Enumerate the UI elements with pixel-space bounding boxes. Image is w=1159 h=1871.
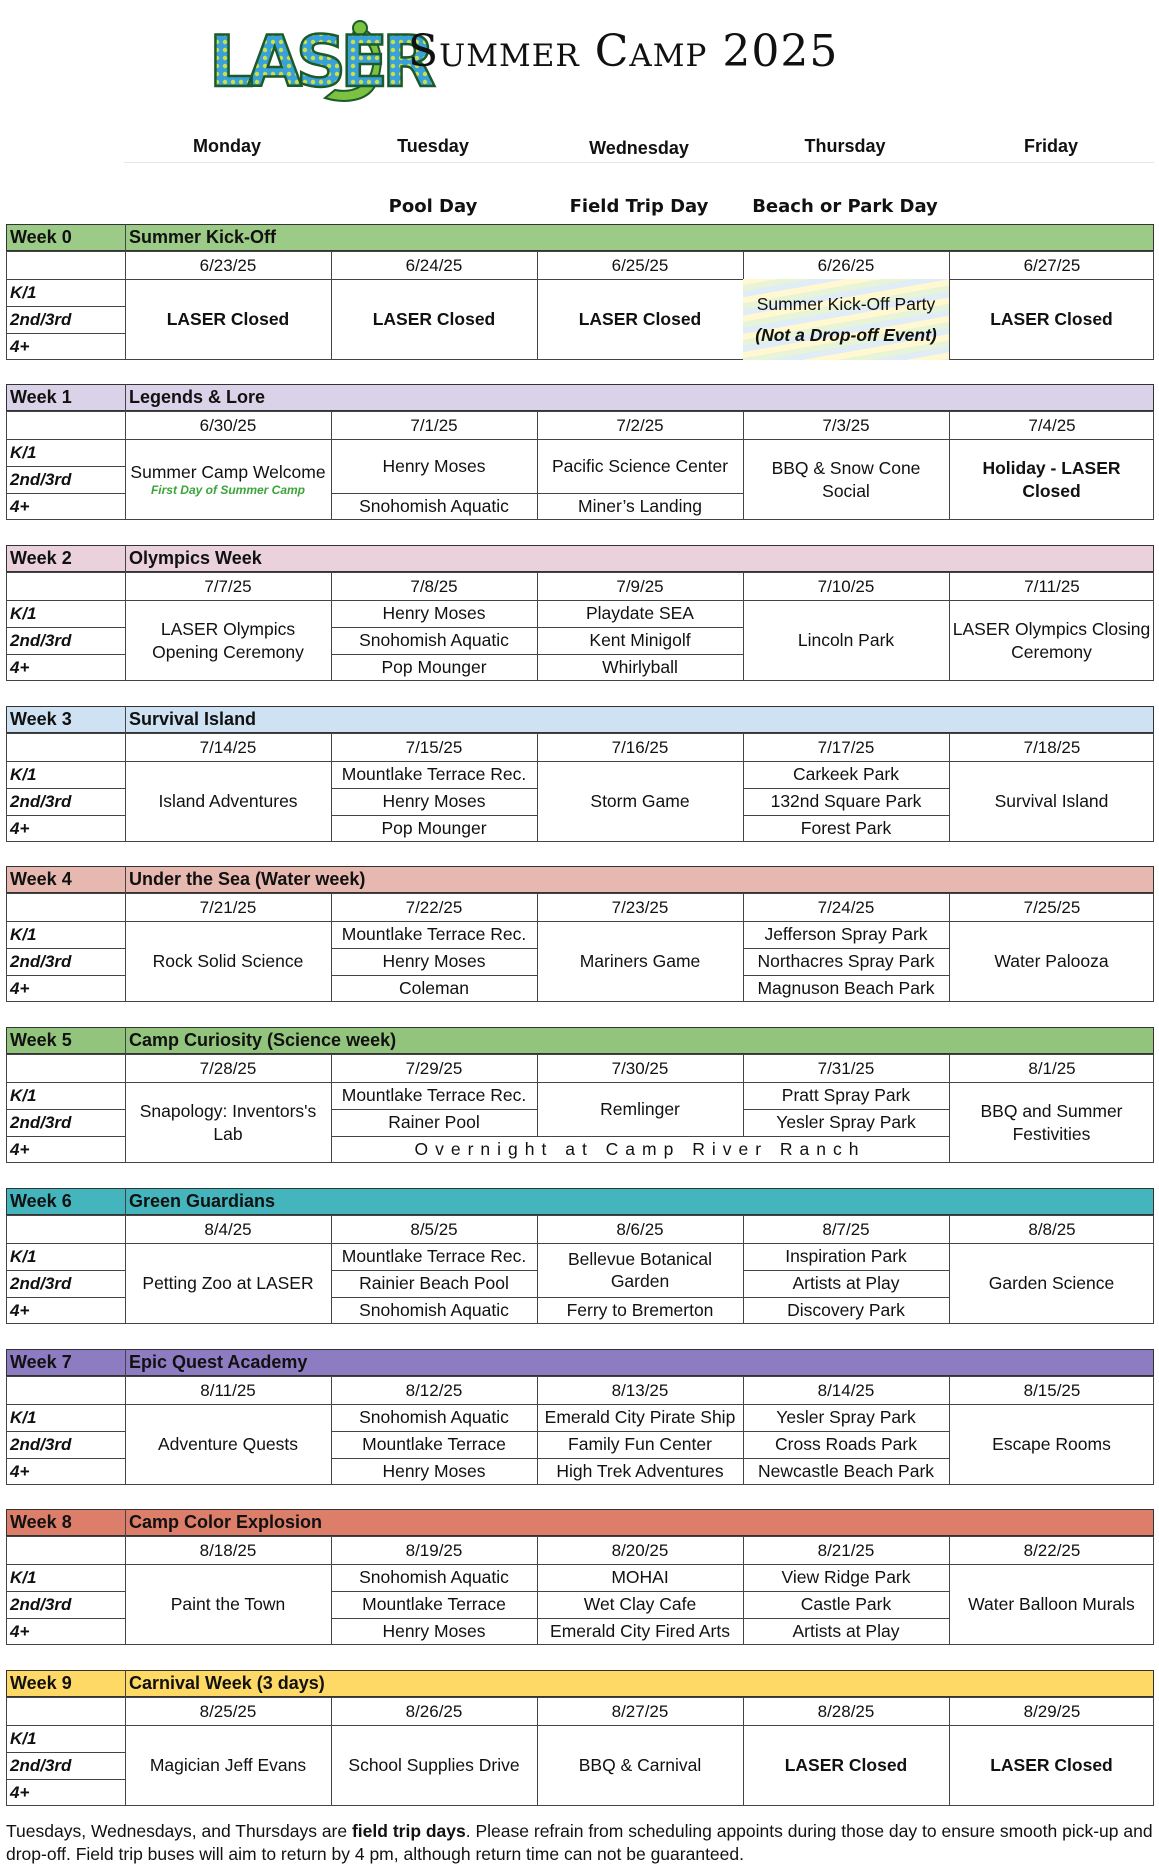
activity-cell: Snohomish Aquatic	[359, 1567, 509, 1588]
activity-cell: Pratt Spray Park	[781, 1085, 911, 1106]
activity-row-divider	[331, 1431, 537, 1432]
activity-cell	[949, 439, 1154, 520]
grade-label: 4+	[10, 979, 30, 998]
activity-cell	[743, 600, 949, 681]
grade-row-divider	[6, 1109, 125, 1110]
grade-label: K/1	[10, 1408, 37, 1427]
date-cell: 7/18/25	[1023, 738, 1081, 757]
activity-cell	[949, 600, 1154, 681]
activity-cell	[331, 279, 537, 360]
week-label: Week 1	[10, 387, 72, 407]
week-label: Week 5	[10, 1030, 72, 1050]
activity-cell: Henry Moses	[382, 1621, 486, 1642]
grade-label: 2nd/3rd	[10, 792, 72, 811]
activity-cell	[537, 279, 743, 360]
activity-row-divider	[537, 1431, 743, 1432]
grade-label: 4+	[10, 1301, 30, 1320]
grade-row-divider	[6, 1297, 125, 1298]
activity-text: BBQ and Summer Festivities	[980, 1101, 1123, 1144]
date-cell: 8/15/25	[1023, 1381, 1081, 1400]
activity-cell: Pacific Science Center	[551, 455, 729, 476]
activity-cell	[125, 279, 331, 360]
activity-cell	[125, 1725, 331, 1806]
grade-row-divider	[6, 627, 125, 628]
activity-row-divider	[331, 1591, 537, 1592]
activity-cell: Mountlake Terrace	[362, 1594, 506, 1615]
activity-row-divider	[537, 1297, 743, 1298]
week-label: Week 3	[10, 709, 72, 729]
date-cell: 7/17/25	[817, 738, 875, 757]
date-cell: 8/14/25	[817, 1381, 875, 1400]
activity-text: BBQ & Carnival	[578, 1755, 702, 1776]
activity-row-divider	[743, 1591, 949, 1592]
date-cell: 6/27/25	[1023, 256, 1081, 275]
page-title: Summer Camp 2025	[408, 26, 839, 77]
activity-cell: Rainer Pool	[388, 1112, 480, 1133]
activity-note: (Not a Drop-off Event)	[755, 324, 937, 345]
activity-cell: Pop Mounger	[381, 657, 487, 678]
activity-cell	[537, 1725, 743, 1806]
week-label: Week 8	[10, 1512, 72, 1532]
activity-cell: View Ridge Park	[781, 1567, 911, 1588]
activity-text: Storm Game	[590, 791, 690, 812]
grade-row-divider	[6, 788, 125, 789]
activity-row-divider	[743, 1270, 949, 1271]
activity-row-divider	[537, 1458, 743, 1459]
activity-row-divider	[743, 1458, 949, 1459]
date-cell: 7/31/25	[817, 1059, 875, 1078]
date-cell: 7/29/25	[405, 1059, 463, 1078]
activity-text: LASER Closed	[784, 1755, 908, 1776]
activity-cell	[537, 1082, 743, 1136]
activity-cell: Mountlake Terrace Rec.	[341, 924, 527, 945]
day-header-tuesday: Tuesday	[397, 136, 469, 156]
grade-label: K/1	[10, 443, 37, 462]
activity-row-divider	[537, 654, 743, 655]
activity-row-divider	[537, 1591, 743, 1592]
activity-cell: Snohomish Aquatic	[359, 1300, 509, 1321]
date-cell: 8/21/25	[817, 1541, 875, 1560]
activity-row-divider	[331, 788, 537, 789]
activity-cell: Bellevue Botanical Garden	[568, 1248, 712, 1291]
activity-cell	[125, 439, 331, 520]
grade-label: 2nd/3rd	[10, 1113, 72, 1132]
activity-row-divider	[331, 1458, 537, 1459]
week-theme-name: Carnival Week (3 days)	[129, 1673, 325, 1693]
grade-row-divider	[6, 1591, 125, 1592]
grade-row-divider	[6, 1431, 125, 1432]
activity-cell: 132nd Square Park	[770, 791, 922, 812]
activity-row-divider	[331, 1618, 537, 1619]
date-cell: 7/10/25	[817, 577, 875, 596]
activity-text: Paint the Town	[170, 1594, 286, 1615]
activity-cell: Wet Clay Cafe	[583, 1594, 697, 1615]
activity-cell	[125, 761, 331, 842]
activity-cell: Henry Moses	[382, 603, 486, 624]
activity-text: Summer Camp Welcome	[130, 461, 326, 482]
grade-label: 2nd/3rd	[10, 310, 72, 329]
date-cell: 8/13/25	[611, 1381, 669, 1400]
activity-cell	[125, 1564, 331, 1645]
activity-row-divider	[743, 1431, 949, 1432]
theme-thursday: Beach or Park Day	[752, 196, 938, 217]
week-label: Week 7	[10, 1352, 72, 1372]
activity-row-divider	[331, 654, 537, 655]
week-label: Week 0	[10, 227, 72, 247]
grade-label: 4+	[10, 337, 30, 356]
date-cell: 8/26/25	[405, 1702, 463, 1721]
activity-cell: Yesler Spray Park	[776, 1112, 916, 1133]
activity-text: Garden Science	[988, 1273, 1115, 1294]
grade-label: 4+	[10, 819, 30, 838]
activity-row-divider	[743, 788, 949, 789]
date-cell: 7/21/25	[199, 898, 257, 917]
activity-cell: Magnuson Beach Park	[757, 978, 935, 999]
activity-cell: Artists at Play	[792, 1621, 900, 1642]
week-theme-name: Legends & Lore	[129, 387, 266, 407]
date-cell: 8/29/25	[1023, 1702, 1081, 1721]
date-cell: 7/28/25	[199, 1059, 257, 1078]
grade-label: 4+	[10, 658, 30, 677]
date-cell: 8/4/25	[204, 1220, 252, 1239]
activity-text: Adventure Quests	[157, 1434, 299, 1455]
week-theme-name: Epic Quest Academy	[129, 1352, 308, 1372]
grade-label: K/1	[10, 1568, 37, 1587]
date-cell: 7/30/25	[611, 1059, 669, 1078]
activity-cell: Kent Minigolf	[589, 630, 691, 651]
day-header-thursday: Thursday	[804, 136, 886, 156]
activity-row-divider	[331, 1109, 537, 1110]
activity-cell: Mountlake Terrace Rec.	[341, 764, 527, 785]
activity-cell: Ferry to Bremerton	[566, 1300, 714, 1321]
activity-cell: Castle Park	[800, 1594, 892, 1615]
activity-cell	[125, 1243, 331, 1324]
grade-row-divider	[6, 975, 125, 976]
activity-cell: Northacres Spray Park	[757, 951, 935, 972]
grade-label: K/1	[10, 925, 37, 944]
date-cell: 7/24/25	[817, 898, 875, 917]
activity-cell: MOHAI	[611, 1567, 669, 1588]
activity-row-divider	[331, 493, 537, 494]
activity-cell: Henry Moses	[382, 1461, 486, 1482]
laser-logo	[205, 6, 430, 106]
activity-text: Magician Jeff Evans	[149, 1755, 307, 1776]
grade-label: K/1	[10, 283, 37, 302]
date-cell: 8/5/25	[410, 1220, 458, 1239]
activity-row-divider	[537, 493, 743, 494]
activity-cell	[537, 921, 743, 1002]
date-cell: 6/26/25	[817, 256, 875, 275]
week-block	[6, 224, 1154, 360]
activity-text: LASER Closed	[990, 1755, 1113, 1776]
date-cell: 8/6/25	[616, 1220, 664, 1239]
date-cell: 7/11/25	[1024, 577, 1080, 596]
activity-text: Survival Island	[994, 791, 1109, 812]
week-theme-name: Green Guardians	[129, 1191, 276, 1211]
grade-row-divider	[6, 1136, 125, 1137]
date-cell: 7/3/25	[822, 416, 870, 435]
activity-cell	[743, 439, 949, 520]
date-cell: 8/22/25	[1023, 1541, 1081, 1560]
date-cell: 8/7/25	[822, 1220, 870, 1239]
activity-cell	[331, 1725, 537, 1806]
date-cell: 7/16/25	[611, 738, 669, 757]
grade-label: 4+	[10, 1783, 30, 1802]
activity-text: School Supplies Drive	[348, 1755, 520, 1776]
grade-row-divider	[6, 948, 125, 949]
activity-cell	[125, 1404, 331, 1485]
week-block	[6, 706, 1154, 842]
activity-row-divider	[743, 815, 949, 816]
date-cell: 6/23/25	[199, 256, 257, 275]
week-block	[6, 545, 1154, 681]
activity-row-divider	[537, 1618, 743, 1619]
activity-text: LASER Closed	[578, 309, 702, 330]
activity-cell	[743, 1725, 949, 1806]
activity-cell	[125, 1082, 331, 1163]
activity-cell: Playdate SEA	[586, 603, 694, 624]
grade-row-divider	[6, 1270, 125, 1271]
grade-label: 2nd/3rd	[10, 1435, 72, 1454]
grade-row-divider	[6, 466, 125, 467]
grade-label: 2nd/3rd	[10, 1595, 72, 1614]
activity-cell: Henry Moses	[382, 951, 486, 972]
grade-label: K/1	[10, 1086, 37, 1105]
activity-text: Remlinger	[600, 1098, 680, 1119]
week-block	[6, 1188, 1154, 1324]
date-cell: 7/14/25	[199, 738, 257, 757]
activity-row-divider	[743, 1109, 949, 1110]
activity-note: First Day of Summer Camp	[150, 483, 306, 498]
date-cell: 8/1/25	[1028, 1059, 1076, 1078]
activity-cell: Whirlyball	[602, 657, 678, 678]
activity-cell: Yesler Spray Park	[776, 1407, 916, 1428]
grade-row-divider	[6, 1618, 125, 1619]
date-cell: 8/11/25	[200, 1381, 256, 1400]
activity-row-divider	[331, 975, 537, 976]
day-header-monday: Monday	[192, 136, 261, 156]
activity-cell: Discovery Park	[787, 1300, 905, 1321]
activity-text: Petting Zoo at LASER	[142, 1273, 314, 1294]
header-divider	[124, 162, 1154, 163]
activity-row-divider	[743, 975, 949, 976]
date-cell: 7/8/25	[410, 577, 458, 596]
week-theme-name: Olympics Week	[129, 548, 262, 568]
activity-cell: Coleman	[398, 978, 470, 999]
date-cell: 7/22/25	[405, 898, 463, 917]
grade-row-divider	[6, 1458, 125, 1459]
activity-cell: Inspiration Park	[785, 1246, 907, 1267]
day-header-wednesday: Wednesday	[589, 138, 689, 158]
grade-label: K/1	[10, 604, 37, 623]
grade-row-divider	[6, 493, 125, 494]
grade-label: 2nd/3rd	[10, 1756, 72, 1775]
activity-text: Rock Solid Science	[152, 951, 304, 972]
date-cell: 8/8/25	[1028, 1220, 1076, 1239]
activity-text: Holiday - LASER Closed	[982, 458, 1121, 501]
activity-text: LASER Olympics Opening Ceremony	[152, 619, 304, 662]
grade-row-divider	[6, 306, 125, 307]
theme-wednesday: Field Trip Day	[569, 196, 709, 217]
activity-text: Lincoln Park	[797, 630, 895, 651]
activity-row-divider	[331, 948, 537, 949]
grade-label: 4+	[10, 1140, 30, 1159]
activity-cell: Mountlake Terrace Rec.	[341, 1246, 527, 1267]
week-block	[6, 866, 1154, 1002]
grade-label: K/1	[10, 765, 37, 784]
activity-row-divider	[743, 948, 949, 949]
grade-row-divider	[6, 815, 125, 816]
activity-text: Water Balloon Murals	[968, 1594, 1135, 1615]
week-label: Week 6	[10, 1191, 72, 1211]
date-cell: 8/19/25	[405, 1541, 463, 1560]
date-cell: 8/27/25	[611, 1702, 669, 1721]
date-cell: 7/4/25	[1028, 416, 1076, 435]
grade-row-divider	[6, 333, 125, 334]
grade-row-divider	[6, 1779, 125, 1780]
date-cell: 6/24/25	[405, 256, 463, 275]
activity-cell: Snohomish Aquatic	[359, 630, 509, 651]
activity-cell: Jefferson Spray Park	[764, 924, 928, 945]
week-block	[6, 1509, 1154, 1645]
activity-cell	[125, 921, 331, 1002]
activity-cell	[949, 1564, 1154, 1645]
date-cell: 8/28/25	[817, 1702, 875, 1721]
week-block	[6, 1027, 1154, 1163]
week-theme-name: Under the Sea (Water week)	[129, 869, 366, 889]
activity-cell: Rainier Beach Pool	[359, 1273, 509, 1294]
theme-tuesday: Pool Day	[388, 196, 478, 217]
activity-text: Escape Rooms	[992, 1434, 1111, 1455]
activity-text: LASER Olympics Closing Ceremony	[952, 619, 1151, 662]
activity-row-divider	[331, 815, 537, 816]
activity-row-divider	[537, 627, 743, 628]
activity-cell	[949, 1082, 1154, 1163]
grade-label: 2nd/3rd	[10, 1274, 72, 1293]
activity-cell	[949, 761, 1154, 842]
date-cell: 7/7/25	[204, 577, 252, 596]
date-cell: 7/15/25	[405, 738, 463, 757]
activity-cell: Emerald City Pirate Ship	[544, 1407, 736, 1428]
date-cell: 8/25/25	[199, 1702, 257, 1721]
activity-text: Island Adventures	[158, 791, 298, 812]
day-header-friday: Friday	[1023, 136, 1079, 156]
activity-cell	[949, 279, 1154, 360]
activity-cell: Henry Moses	[382, 455, 486, 476]
activity-cell	[743, 279, 949, 360]
activity-cell: Forest Park	[800, 818, 892, 839]
date-cell: 7/1/25	[410, 416, 458, 435]
date-cell: 7/23/25	[611, 898, 669, 917]
activity-row-divider	[331, 1270, 537, 1271]
week-label: Week 9	[10, 1673, 72, 1693]
week-block	[6, 384, 1154, 520]
week-theme-name: Survival Island	[129, 709, 257, 729]
activity-row-divider	[331, 1297, 537, 1298]
date-cell: 6/30/25	[199, 416, 257, 435]
activity-cell: Family Fun Center	[568, 1434, 712, 1455]
activity-text: LASER Closed	[990, 309, 1113, 330]
grade-row-divider	[6, 1752, 125, 1753]
activity-cell: Pop Mounger	[381, 818, 487, 839]
activity-cell: Snohomish Aquatic	[359, 496, 509, 517]
week-label: Week 2	[10, 548, 72, 568]
activity-cell: Miner’s Landing	[578, 496, 702, 517]
activity-cell: Carkeek Park	[792, 764, 899, 785]
date-cell: 8/18/25	[199, 1541, 257, 1560]
grade-row-divider	[6, 654, 125, 655]
activity-row-divider	[743, 1618, 949, 1619]
activity-row-divider	[331, 627, 537, 628]
week-label: Week 4	[10, 869, 72, 889]
footer-note: Tuesdays, Wednesdays, and Thursdays are field trip days. Please refrain from scheduling appoints during those day to ensure smooth pick-up and drop-off. Field trip buses will aim to return by 4 pm, although return time can not be guaranteed.	[6, 1821, 1153, 1864]
activity-cell	[949, 1725, 1154, 1806]
activity-cell	[949, 921, 1154, 1002]
activity-row-divider	[743, 1297, 949, 1298]
grade-label: 4+	[10, 497, 30, 516]
grade-label: 2nd/3rd	[10, 631, 72, 650]
overnight-banner: Overnight at Camp River Ranch	[414, 1139, 866, 1160]
activity-stack	[130, 461, 325, 499]
date-cell: 8/20/25	[611, 1541, 669, 1560]
date-cell: 7/2/25	[616, 416, 664, 435]
activity-text: BBQ & Snow Cone Social	[771, 458, 921, 501]
activity-text: LASER Closed	[372, 309, 496, 330]
week-block	[6, 1349, 1154, 1485]
activity-cell: Emerald City Fired Arts	[550, 1621, 730, 1642]
activity-cell	[537, 761, 743, 842]
week-theme-name: Summer Kick-Off	[129, 227, 277, 247]
activity-cell: Henry Moses	[382, 791, 486, 812]
activity-cell: Mountlake Terrace Rec.	[341, 1085, 527, 1106]
activity-text: Water Palooza	[994, 951, 1109, 972]
week-theme-name: Camp Curiosity (Science week)	[129, 1030, 397, 1050]
date-cell: 7/25/25	[1023, 898, 1081, 917]
activity-cell: Artists at Play	[792, 1273, 900, 1294]
grade-label: 2nd/3rd	[10, 470, 72, 489]
activity-stack	[755, 293, 936, 346]
activity-cell: Mountlake Terrace	[362, 1434, 506, 1455]
date-cell: 7/9/25	[616, 577, 664, 596]
week-block	[6, 1670, 1154, 1806]
logo-text: LASER	[209, 21, 430, 103]
grade-label: 2nd/3rd	[10, 952, 72, 971]
activity-text: Snapology: Inventors's Lab	[139, 1101, 317, 1144]
week-theme-name: Camp Color Explosion	[129, 1512, 323, 1532]
grade-label: K/1	[10, 1247, 37, 1266]
activity-cell: Newcastle Beach Park	[757, 1461, 935, 1482]
activity-cell	[125, 600, 331, 681]
date-cell: 6/25/25	[611, 256, 669, 275]
activity-cell: Cross Roads Park	[775, 1434, 917, 1455]
date-cell: 8/12/25	[405, 1381, 463, 1400]
grade-label: 4+	[10, 1462, 30, 1481]
grade-label: 4+	[10, 1622, 30, 1641]
activity-cell	[949, 1404, 1154, 1485]
grade-label: K/1	[10, 1729, 37, 1748]
activity-cell	[949, 1243, 1154, 1324]
activity-cell: High Trek Adventures	[556, 1461, 724, 1482]
activity-text: LASER Closed	[166, 309, 290, 330]
activity-cell: Snohomish Aquatic	[359, 1407, 509, 1428]
activity-text: Summer Kick-Off Party	[756, 294, 936, 315]
activity-text: Mariners Game	[579, 951, 701, 972]
